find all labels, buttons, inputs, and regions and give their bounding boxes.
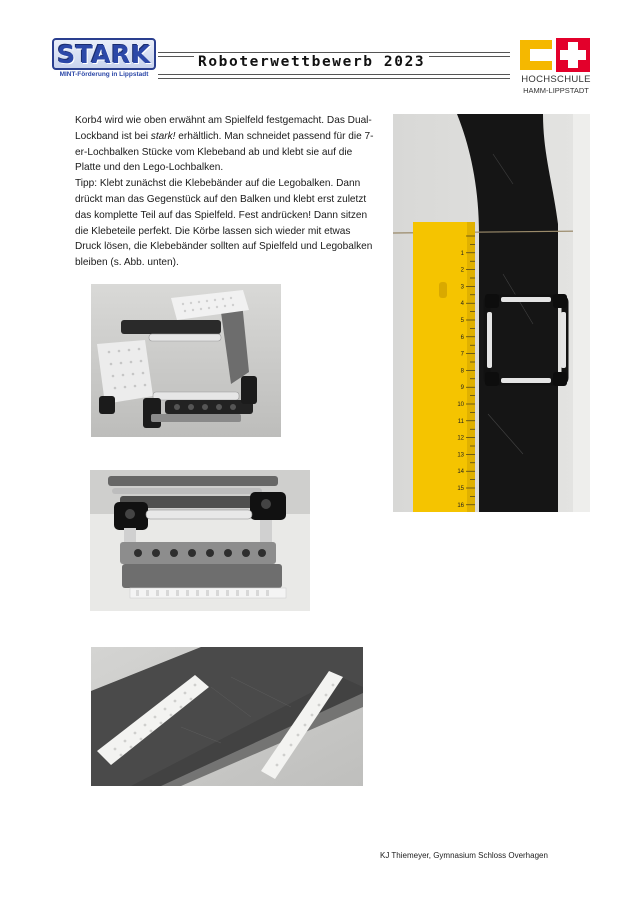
paragraph-1-text: Korb4 wird wie oben erwähnt am Spielfeld festgemacht. Das Dual-Lockband ist bei [75,115,372,142]
ruler-number: 10 [457,402,464,408]
ruler-number: 2 [460,267,464,274]
photo-velcro-on-field [91,647,363,786]
stark-logo-wordmark [52,38,156,70]
stark-logo-text: STARK [57,40,151,69]
hochschule-logo-name: HOCHSCHULE [521,74,591,85]
stark-logo [52,38,156,84]
ruler-number: 9 [460,385,464,392]
stark-logo-subtitle: MINT-Förderung in Lippstadt [59,71,149,78]
stark-emphasis: stark! [150,130,176,142]
ruler-number: 3 [460,284,464,291]
body-text [75,113,375,271]
paragraph-2: Tipp: Klebt zunächst die Klebebänder auf die Legobalken. Dann drückt man das Gegenstück auf den Balken und klebt erst zuletzt das komplette Teil auf das Spielfeld. Fest andrücken! Dann sitzen die Klebeteile perfekt. Die Körbe lassen sich wieder mit etwas Druck lösen, die Klebebänder sollten auf Spielfeld und Legobalken bleiben (s. Abb. unten). [75,178,373,269]
photo-frame-closeup [90,470,310,611]
paragraph-1 [75,113,375,176]
paragraph-1-text-end: erhältlich. Man schneidet passend für die 7-er-Lochbalken Stücke vom Klebeband ab und klebt sie auf die Platte und den Lego-Lochbalken. [75,130,374,174]
hochschule-logo [516,38,596,98]
ruler-number: 12 [457,435,464,442]
ruler-number: 13 [457,452,464,459]
ruler-number: 6 [460,334,464,341]
ruler-number: 1 [460,250,464,257]
ruler-number: 15 [457,486,464,492]
hochschule-logo-mark [520,38,590,72]
ruler-number: 4 [460,301,464,308]
ruler-number: 7 [460,351,464,358]
ruler-number: 5 [460,318,464,324]
ruler-number: 16 [457,502,464,509]
ruler-number: 14 [457,469,464,476]
photo-frame-with-ruler [393,114,590,512]
photo-lego-frame-velcro [91,284,281,437]
page-header [0,0,636,110]
footer-credit: KJ Thiemeyer, Gymnasium Schloss Overhagen [380,851,548,860]
page-title: Roboterwettbewerb 2023 [194,54,429,70]
ruler-number: 8 [460,368,464,375]
hochschule-logo-city: HAMM-LIPPSTADT [523,86,589,95]
ruler-number: 11 [457,418,464,425]
